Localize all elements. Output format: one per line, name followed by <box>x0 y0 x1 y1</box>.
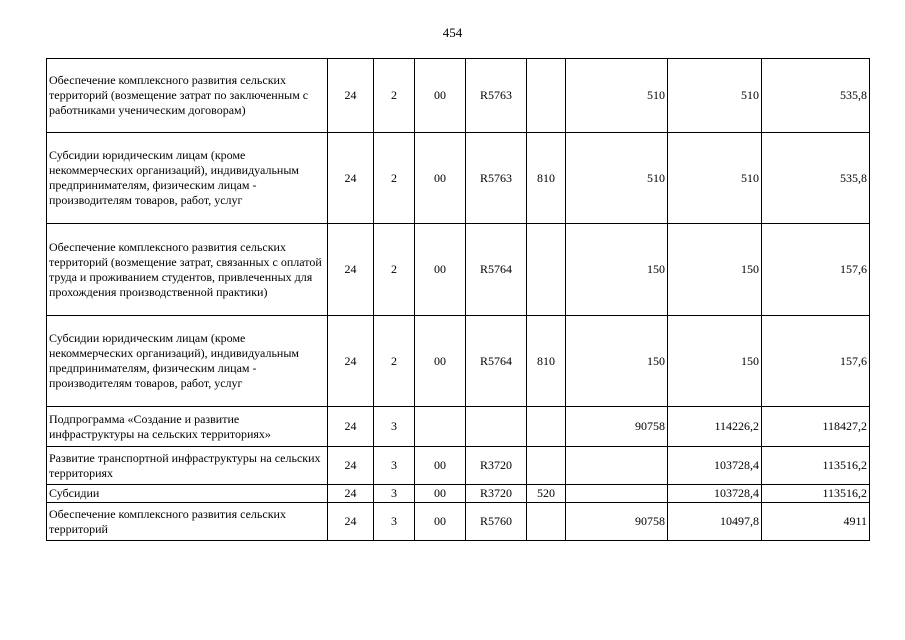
amount-3-cell: 157,6 <box>762 316 870 407</box>
ministry-code-cell: 24 <box>328 407 374 447</box>
subprogram-code-cell: 2 <box>374 224 415 316</box>
expense-type-cell <box>527 224 566 316</box>
amount-1-cell: 90758 <box>566 407 668 447</box>
main-event-code-cell: 00 <box>415 447 466 485</box>
amount-1-cell: 510 <box>566 59 668 133</box>
row-name-cell: Обеспечение комплексного развития сельских территорий (возмещение затрат, связанных с оплатой труда и проживанием студентов, привлеченных для прохождения производственной практики) <box>47 224 328 316</box>
amount-3-cell: 113516,2 <box>762 447 870 485</box>
ministry-code-cell: 24 <box>328 133 374 224</box>
ministry-code-cell: 24 <box>328 447 374 485</box>
direction-code-cell: R5763 <box>466 133 527 224</box>
table-row <box>47 407 870 447</box>
expense-type-cell <box>527 59 566 133</box>
amount-1-cell <box>566 485 668 503</box>
row-name-cell: Обеспечение комплексного развития сельских территорий (возмещение затрат по заключенным с работниками ученическим договорам) <box>47 59 328 133</box>
ministry-code-cell: 24 <box>328 503 374 541</box>
table-row <box>47 224 870 316</box>
amount-2-cell: 510 <box>668 133 762 224</box>
subprogram-code-cell: 2 <box>374 59 415 133</box>
amount-2-cell: 150 <box>668 316 762 407</box>
expense-type-cell <box>527 447 566 485</box>
ministry-code-cell: 24 <box>328 224 374 316</box>
main-event-code-cell <box>415 407 466 447</box>
amount-3-cell: 535,8 <box>762 59 870 133</box>
row-name-cell: Развитие транспортной инфраструктуры на сельских территориях <box>47 447 328 485</box>
direction-code-cell: R3720 <box>466 447 527 485</box>
main-event-code-cell: 00 <box>415 224 466 316</box>
direction-code-cell: R3720 <box>466 485 527 503</box>
amount-1-cell: 150 <box>566 316 668 407</box>
main-event-code-cell: 00 <box>415 485 466 503</box>
amount-3-cell: 157,6 <box>762 224 870 316</box>
direction-code-cell: R5764 <box>466 224 527 316</box>
amount-2-cell: 150 <box>668 224 762 316</box>
row-name-cell: Обеспечение комплексного развития сельских территорий <box>47 503 328 541</box>
amount-2-cell: 510 <box>668 59 762 133</box>
expense-type-cell: 810 <box>527 133 566 224</box>
table-row <box>47 59 870 133</box>
amount-2-cell: 103728,4 <box>668 485 762 503</box>
amount-2-cell: 103728,4 <box>668 447 762 485</box>
ministry-code-cell: 24 <box>328 59 374 133</box>
amount-2-cell: 114226,2 <box>668 407 762 447</box>
expense-type-cell: 810 <box>527 316 566 407</box>
subprogram-code-cell: 3 <box>374 447 415 485</box>
row-name-cell: Субсидии <box>47 485 328 503</box>
subprogram-code-cell: 3 <box>374 407 415 447</box>
table-row <box>47 447 870 485</box>
table-row <box>47 485 870 503</box>
amount-3-cell: 113516,2 <box>762 485 870 503</box>
main-event-code-cell: 00 <box>415 59 466 133</box>
table-row <box>47 133 870 224</box>
direction-code-cell: R5760 <box>466 503 527 541</box>
expense-type-cell: 520 <box>527 485 566 503</box>
amount-3-cell: 118427,2 <box>762 407 870 447</box>
main-event-code-cell: 00 <box>415 133 466 224</box>
table-row <box>47 316 870 407</box>
amount-1-cell <box>566 447 668 485</box>
amount-1-cell: 150 <box>566 224 668 316</box>
row-name-cell: Подпрограмма «Создание и развитие инфраструктуры на сельских территориях» <box>47 407 328 447</box>
direction-code-cell: R5764 <box>466 316 527 407</box>
subprogram-code-cell: 2 <box>374 133 415 224</box>
ministry-code-cell: 24 <box>328 316 374 407</box>
page-number: 454 <box>442 25 463 40</box>
amount-3-cell: 535,8 <box>762 133 870 224</box>
amount-1-cell: 510 <box>566 133 668 224</box>
direction-code-cell <box>466 407 527 447</box>
main-event-code-cell: 00 <box>415 503 466 541</box>
expense-type-cell <box>527 503 566 541</box>
amount-1-cell: 90758 <box>566 503 668 541</box>
direction-code-cell: R5763 <box>466 59 527 133</box>
table-row <box>47 503 870 541</box>
main-event-code-cell: 00 <box>415 316 466 407</box>
subprogram-code-cell: 3 <box>374 503 415 541</box>
amount-3-cell: 4911 <box>762 503 870 541</box>
row-name-cell: Субсидии юридическим лицам (кроме некоммерческих организаций), индивидуальным предпринимателям, физическим лицам - производителям товаров, работ, услуг <box>47 316 328 407</box>
budget-table <box>46 58 870 541</box>
expense-type-cell <box>527 407 566 447</box>
amount-2-cell: 10497,8 <box>668 503 762 541</box>
ministry-code-cell: 24 <box>328 485 374 503</box>
row-name-cell: Субсидии юридическим лицам (кроме некоммерческих организаций), индивидуальным предпринимателям, физическим лицам - производителям товаров, работ, услуг <box>47 133 328 224</box>
subprogram-code-cell: 2 <box>374 316 415 407</box>
subprogram-code-cell: 3 <box>374 485 415 503</box>
